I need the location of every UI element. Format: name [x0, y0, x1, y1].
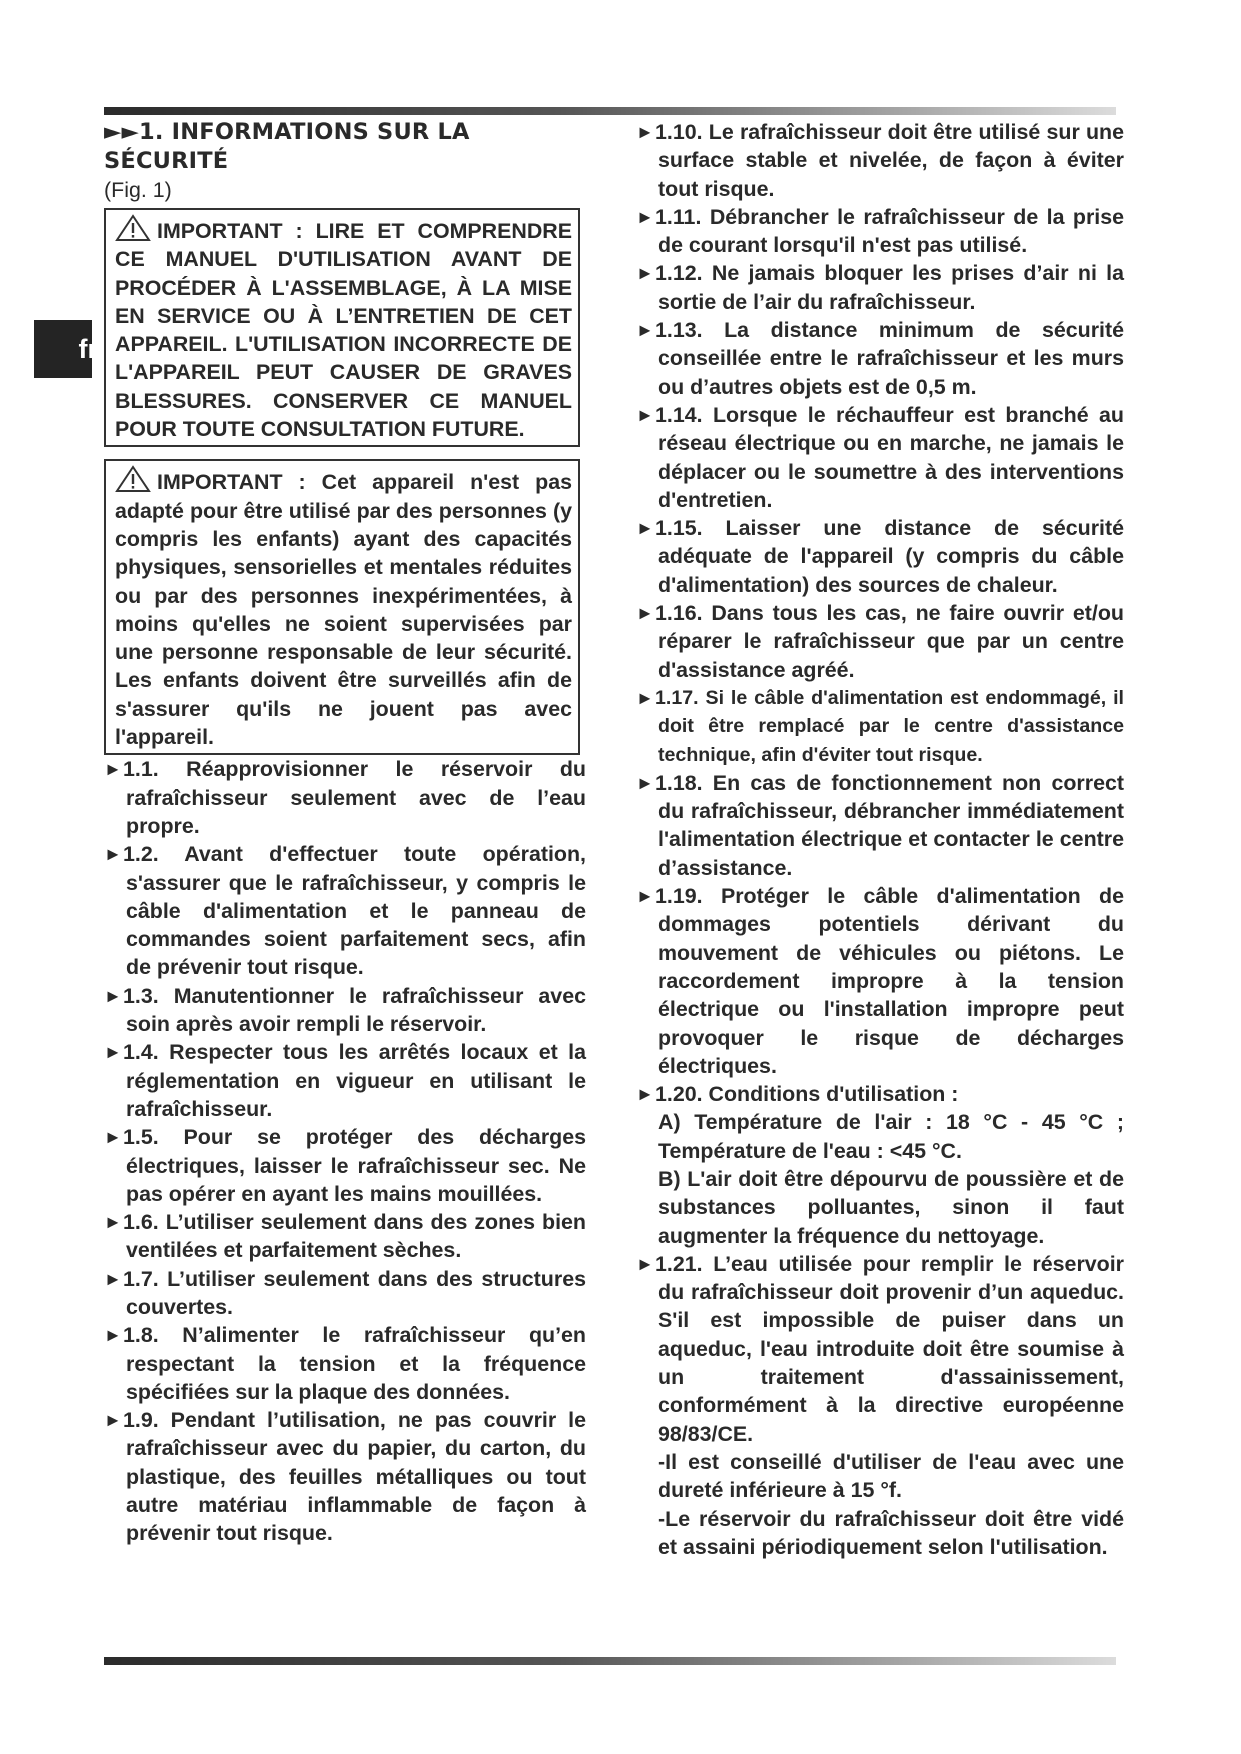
item-number: 1.9. [123, 1408, 159, 1433]
item-number: 1.10. [655, 120, 703, 144]
item-text: L’utiliser seulement dans des zones bien ventilées et parfaitement sèches. [126, 1210, 586, 1263]
arrow-icon: ► [636, 886, 654, 907]
item-text: L’eau utilisée pour remplir le réservoir du rafraîchisseur doit provenir d’un aqueduc. S'il est impossible de puiser dans un aqueduc, l'eau introduite doit être soumise à un traitement d'assainissement, conformément à la directive européenne 98/83/CE. [658, 1251, 1125, 1446]
item-text: Lorsque le réchauffeur est branché au réseau électrique ou en marche, ne jamais le déplacer ou le soumettre à des interventions d'entretien. [658, 402, 1124, 512]
warning-box-2 [104, 459, 580, 755]
arrow-icon: ► [104, 844, 122, 865]
item-text: L’utiliser seulement dans des structures couvertes. [126, 1266, 586, 1319]
item-text: Débrancher le rafraîchisseur de la prise de courant lorsqu'il n'est pas utilisé. [658, 204, 1125, 258]
warning-triangle-icon [115, 465, 151, 493]
item-number: 1.20. [655, 1082, 703, 1107]
item-text: N’alimenter le rafraîchisseur qu’en respectant la tension et la fréquence spécifiées sur la plaque des données. [126, 1323, 586, 1404]
list-item [104, 755, 586, 840]
arrow-icon: ► [636, 687, 654, 708]
item-number: 1.19. [655, 884, 703, 909]
item-text: Protéger le câble d'alimentation de dommages potentiels dérivant du mouvement de véhicules ou piétons. Le raccordement impropre à la tension électrique ou l'installation impropre peut provoquer le risque de décharges électriques. [658, 884, 1125, 1078]
item-text: Ne jamais bloquer les prises d’air ni la sortie de l’air du rafraîchisseur. [658, 261, 1125, 314]
item-number: 1.12. [655, 261, 703, 286]
item-number: 1.13. [655, 318, 703, 343]
warning-box-1 [104, 208, 580, 447]
warning-1-label: IMPORTANT : [157, 219, 303, 243]
item-text: Avant d'effectuer toute opération, s'assurer que le rafraîchisseur, y compris le câble d'alimentation et le panneau de commandes soient parfaitement secs, afin de prévenir tout risque. [126, 842, 586, 980]
arrow-icon: ► [104, 1410, 122, 1431]
arrow-icon: ► [636, 1253, 654, 1274]
item-subtext: B) L'air doit être dépourvu de poussière et de substances polluantes, sinon il faut augmenter la fréquence du nettoyage. [658, 1166, 1124, 1248]
item-text: En cas de fonctionnement non correct du rafraîchisseur, débrancher immédiatement l'alimentation électrique et contacter le centre d’assistance. [658, 770, 1124, 880]
arrow-icon: ► [636, 1084, 654, 1105]
item-subtext: -Il est conseillé d'utiliser de l'eau avec une dureté inférieure à 15 °f. [658, 1449, 1124, 1503]
item-number: 1.2. [123, 842, 159, 867]
list-item [104, 982, 586, 1039]
list-item [104, 1208, 586, 1265]
item-number: 1.1. [123, 757, 159, 782]
arrow-icon: ► [636, 772, 654, 793]
list-item [636, 769, 1124, 882]
list-item [104, 1406, 586, 1547]
item-number: 1.18. [655, 770, 703, 795]
right-column [636, 118, 1124, 1561]
item-text: Si le câble d'alimentation est endommagé, il doit être remplacé par le centre d'assistance technique, afin d'éviter tout risque. [658, 686, 1124, 766]
list-item [636, 259, 1124, 316]
item-text: Pour se protéger des décharges électriques, laisser le rafraîchisseur sec. Ne pas opérer en ayant les mains mouillées. [126, 1125, 586, 1206]
item-number: 1.14. [655, 402, 703, 427]
list-item [104, 1265, 586, 1322]
top-rule [104, 107, 1116, 115]
list-item [636, 684, 1124, 769]
list-item [104, 1321, 586, 1406]
language-tab-label: fr [78, 334, 98, 364]
arrow-icon: ► [104, 1127, 122, 1148]
item-text: Réapprovisionner le réservoir du rafraîchisseur seulement avec de l’eau propre. [126, 757, 586, 838]
item-text: Laisser une distance de sécurité adéquate de l'appareil (y compris du câble d'alimentation) des sources de chaleur. [658, 516, 1124, 597]
item-number: 1.4. [123, 1040, 159, 1065]
item-number: 1.17. [655, 686, 699, 709]
item-subtext: A) Température de l'air : 18 °C - 45 °C ; Température de l'eau : <45 °C. [658, 1110, 1124, 1163]
arrow-icon: ► [104, 985, 122, 1006]
item-number: 1.5. [123, 1125, 159, 1150]
arrow-icon: ► [636, 404, 654, 425]
figure-reference: (Fig. 1) [104, 178, 172, 202]
arrow-icon: ► [636, 122, 654, 142]
list-item [104, 1038, 586, 1123]
item-number: 1.8. [123, 1323, 159, 1348]
list-item [636, 599, 1124, 684]
item-text: Le rafraîchisseur doit être utilisé sur une surface stable et nivelée, de façon à éviter tout risque. [658, 120, 1124, 201]
list-item [636, 882, 1124, 1080]
list-item [636, 401, 1124, 514]
left-column [104, 118, 586, 1548]
warning-triangle-icon [115, 214, 151, 242]
arrow-icon: ► [104, 1042, 122, 1063]
item-number: 1.21. [655, 1251, 703, 1276]
warning-2-text: Cet appareil n'est pas adapté pour être utilisé par des personnes (y compris les enfants) ayant des capacités physiques, sensorielles et mentales réduites ou par des personnes inexpérimentées, à moins qu'elles ne soient supervisées par une personne responsable de leur sécurité. Les enfants doivent être surveillés afin de s'assurer qu'ils ne jouent pas avec l'appareil. [115, 470, 572, 750]
list-item [636, 1250, 1124, 1561]
arrow-icon: ► [104, 1325, 122, 1346]
list-item [636, 118, 1124, 203]
list-item [636, 1080, 1124, 1250]
arrow-icon: ► [636, 603, 654, 624]
language-tab [34, 320, 98, 378]
arrow-icon: ► [104, 1268, 122, 1289]
item-number: 1.7. [123, 1266, 159, 1291]
item-text: Respecter tous les arrêtés locaux et la réglementation en vigueur en utilisant le rafraîchisseur. [126, 1040, 586, 1121]
arrow-icon: ► [104, 1212, 122, 1233]
arrow-icon: ► [636, 263, 654, 284]
warning-1-text: LIRE ET COMPRENDRE CE MANUEL D'UTILISATION AVANT DE PROCÉDER À L'ASSEMBLAGE, À LA MISE EN SERVICE OU À L’ENTRETIEN DE CET APPAREIL. L'UTILISATION INCORRECTE DE L'APPAREIL PEUT CAUSER DE GRAVES BLESSURES. CONSERVER CE MANUEL POUR TOUTE CONSULTATION FUTURE. [115, 219, 572, 442]
bottom-rule [104, 1657, 1116, 1665]
item-number: 1.3. [123, 983, 159, 1008]
arrow-icon: ► [104, 759, 122, 780]
warning-2-label: IMPORTANT : [157, 470, 306, 495]
item-text: Pendant l’utilisation, ne pas couvrir le rafraîchisseur avec du papier, du carton, du plastique, des feuilles métalliques ou tout autre matériau inflammable de façon à prévenir tout risque. [126, 1408, 586, 1546]
list-item [636, 203, 1124, 260]
item-number: 1.6. [123, 1210, 159, 1235]
arrow-icon: ► [636, 206, 654, 227]
list-item [636, 514, 1124, 599]
list-item [104, 1123, 586, 1208]
arrow-icon: ► [636, 320, 654, 341]
item-number: 1.15. [655, 516, 703, 541]
section-heading [104, 118, 586, 176]
item-subtext: -Le réservoir du rafraîchisseur doit être vidé et assaini périodiquement selon l'utilisation. [658, 1506, 1124, 1559]
list-item [104, 840, 586, 981]
arrow-icon: ► [636, 518, 654, 539]
item-text: Dans tous les cas, ne faire ouvrir et/ou réparer le rafraîchisseur que par un centre d'assistance agréé. [658, 601, 1124, 682]
item-number: 1.16. [655, 601, 703, 626]
section-title: 1. INFORMATIONS SUR LA SÉCURITÉ [104, 119, 470, 174]
item-text: Manutentionner le rafraîchisseur avec soin après avoir rempli le réservoir. [126, 983, 586, 1037]
list-item [636, 316, 1124, 401]
item-number: 1.11. [655, 204, 702, 229]
item-text: Conditions d'utilisation : [708, 1082, 959, 1107]
item-text: La distance minimum de sécurité conseillée entre le rafraîchisseur et les murs ou d’autres objets est de 0,5 m. [658, 318, 1124, 399]
heading-arrows: ►► [104, 119, 140, 145]
